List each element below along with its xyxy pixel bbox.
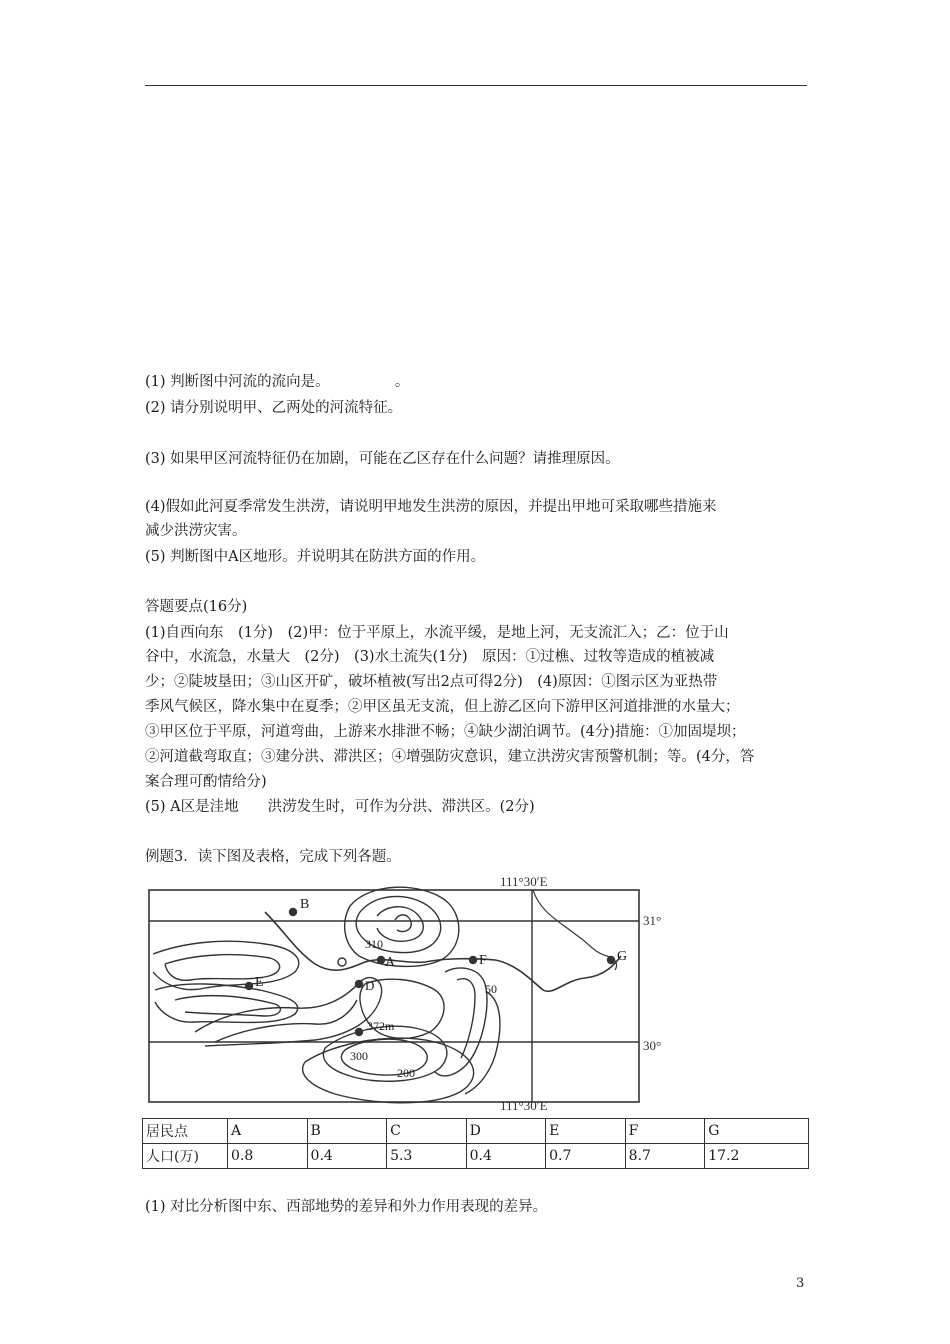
- contour-line: [345, 887, 459, 966]
- contour-line: [303, 1038, 474, 1103]
- example-title: 例题3．读下图及表格，完成下列各题。: [145, 849, 401, 865]
- population-table: [142, 1118, 809, 1169]
- settlement-D: [356, 981, 363, 988]
- peak-point: [356, 1029, 363, 1036]
- label-E: E: [255, 975, 264, 990]
- contour-label: 200: [397, 1066, 415, 1080]
- contour-label: 50: [485, 982, 497, 996]
- question-4-cont: 减少洪涝灾害。: [145, 523, 247, 539]
- answer-line: (1)自西向东 (1分) (2)甲：位于平原上，水流平缓，是地上河，无支流汇入；乙：位于山: [145, 625, 729, 641]
- table-cell: E: [546, 1119, 626, 1144]
- answer-line: ②河道截弯取直；③建分洪、滞洪区；④增强防灾意识，建立洪涝灾害预警机制；等。(4分，答: [145, 749, 755, 765]
- table-cell: 17.2: [705, 1144, 809, 1169]
- settlement-B: [290, 909, 297, 916]
- answer-line: 案合理可酌情给分): [145, 774, 267, 790]
- settlement-F: [470, 957, 477, 964]
- settlement-G: [608, 957, 615, 964]
- contour-line: [153, 941, 299, 989]
- table-cell: 人口(万): [143, 1144, 228, 1169]
- contour-line: [195, 978, 382, 1046]
- tributary: [533, 890, 617, 970]
- table-cell: D: [466, 1119, 546, 1144]
- table-row: [143, 1119, 809, 1144]
- page-number: 3: [796, 1276, 805, 1291]
- contour-label: 310: [365, 937, 383, 951]
- label-F: F: [479, 953, 487, 968]
- lat-label-30: 30°: [643, 1038, 662, 1053]
- contour-line: [175, 996, 280, 1016]
- table-cell: F: [625, 1119, 705, 1144]
- table-cell: G: [705, 1119, 809, 1144]
- contour-line: [457, 979, 475, 1058]
- answer-heading: 答题要点(16分): [145, 599, 248, 615]
- table-cell: A: [228, 1119, 308, 1144]
- label-A: A: [385, 955, 396, 970]
- example-question-1: (1) 对比分析图中东、西部地势的差异和外力作用表现的差异。: [145, 1199, 548, 1215]
- lon-label-top: 111°30′E: [500, 874, 548, 889]
- table-cell: 5.3: [387, 1144, 467, 1169]
- contour-label: 372m: [367, 1019, 395, 1033]
- contour-line: [377, 907, 423, 942]
- question-3: (3) 如果甲区河流特征仍在加剧，可能在乙区存在什么问题？请推理原因。: [145, 451, 620, 467]
- table-cell: 0.4: [466, 1144, 546, 1169]
- answer-line: 少；②陡坡垦田；③山区开矿，破坏植被(写出2点可得2分) (4)原因：①图示区为亚热带: [145, 674, 718, 690]
- table-cell: 0.8: [228, 1144, 308, 1169]
- table-cell: 0.7: [546, 1144, 626, 1169]
- table-cell: 8.7: [625, 1144, 705, 1169]
- contour-line: [465, 992, 500, 1094]
- settlement-A: [378, 957, 385, 964]
- question-1: (1) 判断图中河流的流向是。 。: [145, 374, 410, 390]
- answer-line: ③甲区位于平原，河道弯曲，上游来水排泄不畅；④缺少湖泊调节。(4分)措施：①加固堤坝；: [145, 724, 746, 740]
- label-D: D: [365, 978, 375, 993]
- answer-line: (5) A区是洼地 洪涝发生时，可作为分洪、滞洪区。(2分): [145, 799, 535, 815]
- lat-label-31: 31°: [643, 913, 662, 928]
- river: [265, 912, 621, 991]
- question-4: (4)假如此河夏季常发生洪涝，请说明甲地发生洪涝的原因，并提出甲地可采取哪些措施来: [145, 499, 717, 515]
- contour-map: [145, 872, 665, 1112]
- settlement-C: [338, 958, 346, 966]
- lon-label-bottom: 111°30′E: [500, 1098, 548, 1112]
- header-rule: [145, 85, 807, 86]
- contour-line: [435, 968, 487, 1076]
- contour-label: 300: [350, 1049, 368, 1063]
- settlement-E: [246, 983, 253, 990]
- question-5: (5) 判断图中A区地形。并说明其在防洪方面的作用。: [145, 549, 486, 565]
- table-row: [143, 1144, 809, 1169]
- table-cell: C: [387, 1119, 467, 1144]
- question-2: (2) 请分别说明甲、乙两处的河流特征。: [145, 400, 403, 416]
- answer-line: 季风气候区，降水集中在夏季；②甲区虽无支流，但上游乙区向下游甲区河道排泄的水量大；: [145, 699, 740, 715]
- label-B: B: [300, 897, 310, 912]
- table-cell: B: [307, 1119, 387, 1144]
- table-cell: 居民点: [143, 1119, 228, 1144]
- answer-line: 谷中，水流急，水量大 (2分) (3)水土流失(1分) 原因：①过樵、过牧等造成的植被减: [145, 649, 715, 665]
- table-cell: 0.4: [307, 1144, 387, 1169]
- contour-line: [395, 915, 411, 932]
- label-G: G: [617, 949, 628, 964]
